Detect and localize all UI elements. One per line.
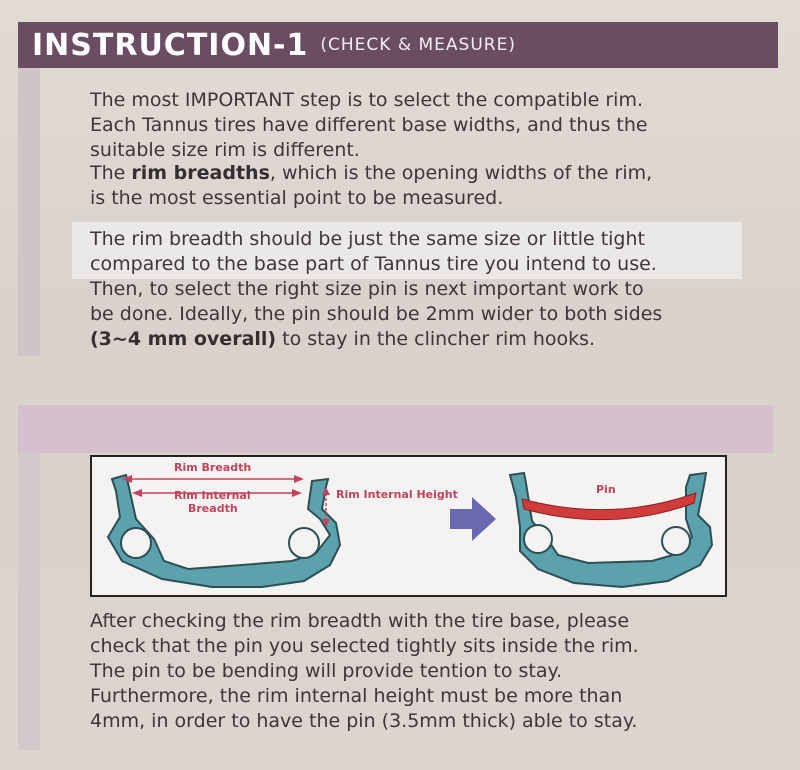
rim-hole-right-2 — [662, 527, 690, 555]
pin-shape — [522, 493, 696, 520]
highlight-line-2: compared to the base part of Tannus tire you intend to use. — [90, 253, 657, 275]
after-line-1: After checking the rim breadth with the tire base, please — [90, 610, 630, 632]
label-rim-breadth: Rim Breadth — [174, 461, 252, 474]
rim-breadth-arrow-right — [294, 475, 304, 483]
rim-hole-left-2 — [289, 528, 319, 558]
intro-line-4-post: , which is the opening widths of the rim, — [269, 162, 653, 184]
instruction-header — [18, 22, 778, 68]
intro-line-3: suitable size rim is different. — [90, 139, 360, 161]
after-line-3: The pin to be bending will provide tention to stay. — [90, 660, 563, 682]
after-line-4: Furthermore, the rim internal height must be more than — [90, 685, 623, 707]
left-accent-band — [18, 60, 40, 356]
rim-diagram — [90, 455, 727, 597]
after-line-5: 4mm, in order to have the pin (3.5mm thick) able to stay. — [90, 710, 638, 732]
pin-line-2: be done. Ideally, the pin should be 2mm wider to both sides — [90, 303, 663, 325]
instruction-title: INSTRUCTION-1 — [32, 27, 309, 63]
label-pin: Pin — [596, 483, 616, 496]
intro-line-4 — [90, 161, 750, 186]
direction-arrow-head — [472, 497, 496, 541]
section-band — [18, 405, 773, 453]
intro-line-4-pre: The — [90, 162, 132, 184]
rim-diagram-svg — [92, 457, 725, 595]
label-rim-internal-line-2: Breadth — [188, 502, 238, 515]
pin-line-3 — [90, 327, 750, 352]
after-line-2: check that the pin you selected tightly sits inside the rim. — [90, 635, 639, 657]
pin-line-3-post: to stay in the clincher rim hooks. — [276, 328, 596, 350]
highlight-line-1: The rim breadth should be just the same size or little tight — [90, 228, 645, 250]
pin-overall-size: (3~4 mm overall) — [90, 328, 277, 350]
left-accent-band-lower — [18, 405, 40, 750]
rim-internal-breadth-arrow-right — [292, 489, 302, 497]
rim-internal-breadth-arrow-left — [132, 489, 142, 497]
intro-line-2: Each Tannus tires have different base widths, and thus the — [90, 114, 648, 136]
intro-line-1: The most IMPORTANT step is to select the compatible rim. — [90, 89, 644, 111]
intro-line-5: is the most essential point to be measured. — [90, 187, 504, 209]
rim-hole-left-1 — [121, 528, 151, 558]
instruction-subtitle: (CHECK & MEASURE) — [320, 35, 516, 55]
rim-hole-right-1 — [524, 525, 552, 553]
direction-arrow — [450, 497, 496, 541]
pin-line-1: Then, to select the right size pin is next important work to — [90, 278, 644, 300]
direction-arrow-shaft — [450, 509, 472, 529]
label-rim-internal-line-1: Rim Internal — [174, 489, 251, 502]
rim-breadths-term: rim breadths — [131, 162, 270, 184]
label-rim-internal-height: Rim Internal Height — [336, 488, 458, 501]
